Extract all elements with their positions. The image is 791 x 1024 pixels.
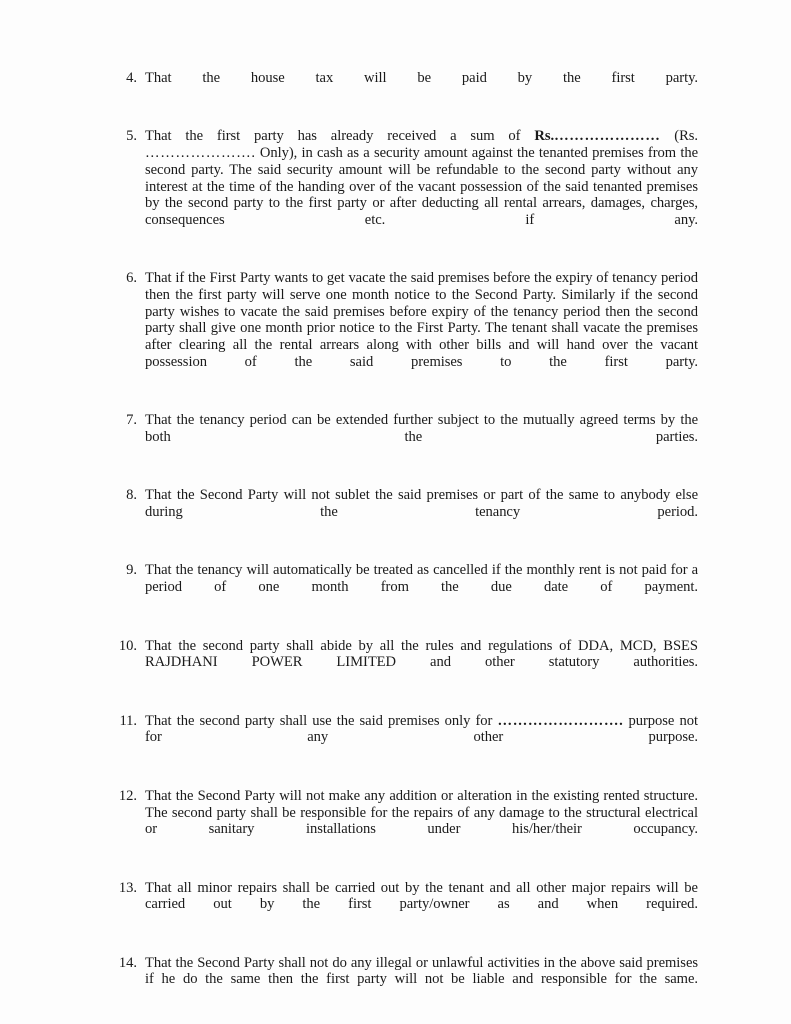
clause-text: That the second party shall abide by all the rules and regulations of DDA, MCD, BSES RAJDHANI POWER LIMITED and other statutory authorities. — [145, 637, 698, 671]
clause-item-6 — [113, 270, 698, 387]
clause-item-12 — [113, 788, 698, 855]
purpose-blank: ……………………. — [497, 712, 624, 729]
clause-text: That if the First Party wants to get vacate the said premises before the expiry of tenancy period then the first party will serve one month notice to the Second Party. Similarly if the second party wishes to vacate the said premises before expiry of the tenancy period then the second party shall give one month prior notice to the First Party. The tenant shall vacate the premises after clearing all the rental arrears along with other bills and will hand over the vacant possession of the said premises to the first party. — [145, 270, 698, 370]
clause-5-middle: (Rs. — [660, 128, 698, 145]
clause-number: 13. — [118, 879, 137, 896]
clause-number: 4. — [126, 70, 137, 86]
clause-item-9 — [113, 562, 698, 612]
clause-5-tail: Only), in cash as a security amount against the tenanted premises from the second party. The said security amount will be refundable to the second party without any interest at the time of the handing over of the vacant possession of the said tenanted premises by the second party to the first party or after deducting all rental arrears, damages, charges, consequences etc. if any. — [145, 145, 698, 228]
amount-blank-words: …………………. — [145, 145, 256, 162]
clause-text: That the tenancy will automatically be treated as cancelled if the monthly rent is not paid for a period of one month from the due date of payment. — [145, 562, 698, 596]
clause-number: 11. — [119, 712, 137, 729]
clause-item-10 — [113, 638, 698, 688]
clause-5-lead: That the first party has already received a sum of — [145, 128, 535, 145]
clause-text: That the Second Party will not sublet the said premises or part of the same to anybody else during the tenancy period. — [145, 487, 698, 521]
clause-text: That the Second Party will not make any addition or alteration in the existing rented structure. The second party shall be responsible for the repairs of any damage to the structural electrical or sanitary installations under his/her/their occupancy. — [145, 787, 698, 838]
clause-number: 7. — [126, 412, 137, 429]
clause-text — [145, 128, 698, 245]
clause-text: That the house tax will be paid by the first party. — [145, 70, 698, 86]
clause-number: 14. — [118, 954, 137, 971]
clause-list — [113, 70, 698, 1005]
clause-item-5 — [113, 128, 698, 245]
clause-text: That all minor repairs shall be carried out by the tenant and all other major repairs will be carried out by the first party/owner as and when required. — [145, 879, 698, 913]
clause-number: 8. — [126, 487, 137, 504]
clause-item-7 — [113, 412, 698, 462]
clause-text: That the tenancy period can be extended further subject to the mutually agreed terms by the both the parties. — [145, 412, 698, 445]
clause-11-tail: purpose not for any other purpose. — [145, 712, 698, 746]
clause-number: 12. — [118, 787, 137, 804]
clause-number: 6. — [126, 270, 137, 287]
clause-item-8 — [113, 487, 698, 537]
clause-11-lead: That the second party shall use the said premises only for — [145, 712, 498, 729]
clause-number: 10. — [118, 637, 137, 654]
clause-text — [145, 713, 698, 763]
clause-item-4 — [113, 70, 698, 103]
clause-number: 5. — [126, 128, 137, 145]
clause-item-14 — [113, 955, 698, 1005]
clause-item-13 — [113, 880, 698, 930]
rupee-label: Rs. — [534, 128, 555, 145]
clause-item-11 — [113, 713, 698, 763]
amount-blank-figures: ………………… — [554, 128, 661, 145]
clause-number: 9. — [126, 562, 137, 579]
clause-text: That the Second Party shall not do any illegal or unlawful activities in the above said premises if he do the same then the first party will not be liable and responsible for the same. — [145, 954, 698, 988]
